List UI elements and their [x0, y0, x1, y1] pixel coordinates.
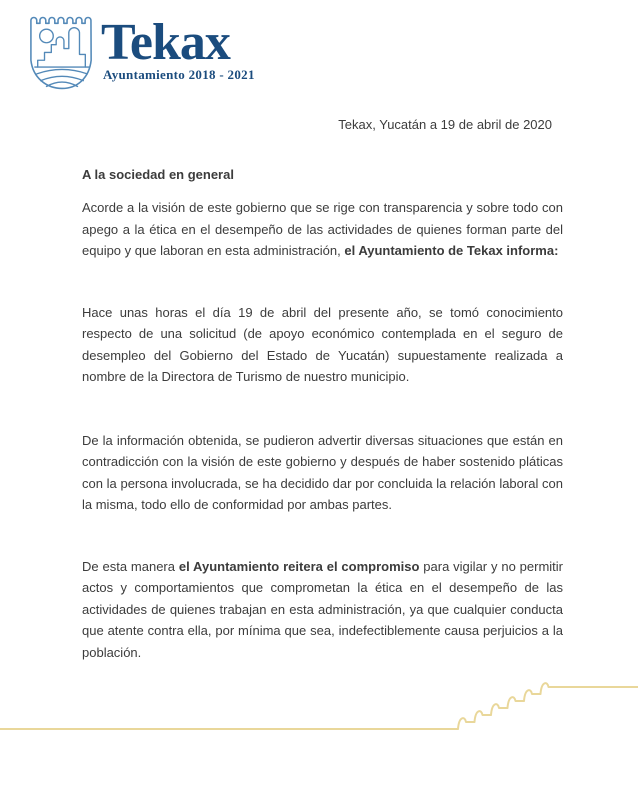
paragraph-3-text: De la información obtenida, se pudieron advertir diversas situaciones que están en contradicción con la visión de este gobierno y después de haber sostenido pláticas con la persona involucrada, se ha decidido dar por concluida la relación laboral con la misma, todo ello de conformidad por ambas partes.	[82, 432, 563, 512]
paragraph-2	[82, 302, 563, 388]
paragraph-4-post: para vigilar y no permitir actos y comportamientos que comprometan la ética en el desempeño de las actividades de quienes trabajan en esta administración, ya que cualquier conducta que atente contra ella, por mínima que sea, indefectiblemente causa perjuicios a la población.	[82, 558, 563, 660]
paragraph-3	[82, 430, 563, 516]
logo-subtitle: Ayuntamiento 2018 - 2021	[103, 67, 255, 82]
stairs-decor-icon	[0, 655, 638, 745]
paragraph-1	[82, 197, 563, 262]
paragraph-4-text: De esta manera	[82, 558, 179, 574]
letter-body	[82, 0, 563, 663]
paragraph-2-text: Hace unas horas el día 19 de abril del presente año, se tomó conocimiento respecto de una solicitud (de apoyo económico contemplada en el seguro de desempleo del Gobierno del Estado de Yucatán) supuestamente realizada a nombre de la Directora de Turismo de nuestro municipio.	[82, 304, 563, 384]
dateline: Tekax, Yucatán a 19 de abril de 2020	[338, 117, 552, 132]
paragraph-1-bold: el Ayuntamiento de Tekax informa:	[344, 243, 559, 258]
salutation: A la sociedad en general	[82, 167, 234, 182]
paragraph-4-bold: el Ayuntamiento reitera el compromiso	[178, 558, 420, 574]
paragraph-1-text: Acorde a la visión de este gobierno que se rige con transparencia y sobre todo con apego a la ética en el desempeño de las actividades de quienes forman parte del equipo y que laboran en esta administración,	[82, 200, 563, 258]
paragraph-4	[82, 556, 563, 664]
logo-wordmark: Tekax	[101, 14, 230, 71]
